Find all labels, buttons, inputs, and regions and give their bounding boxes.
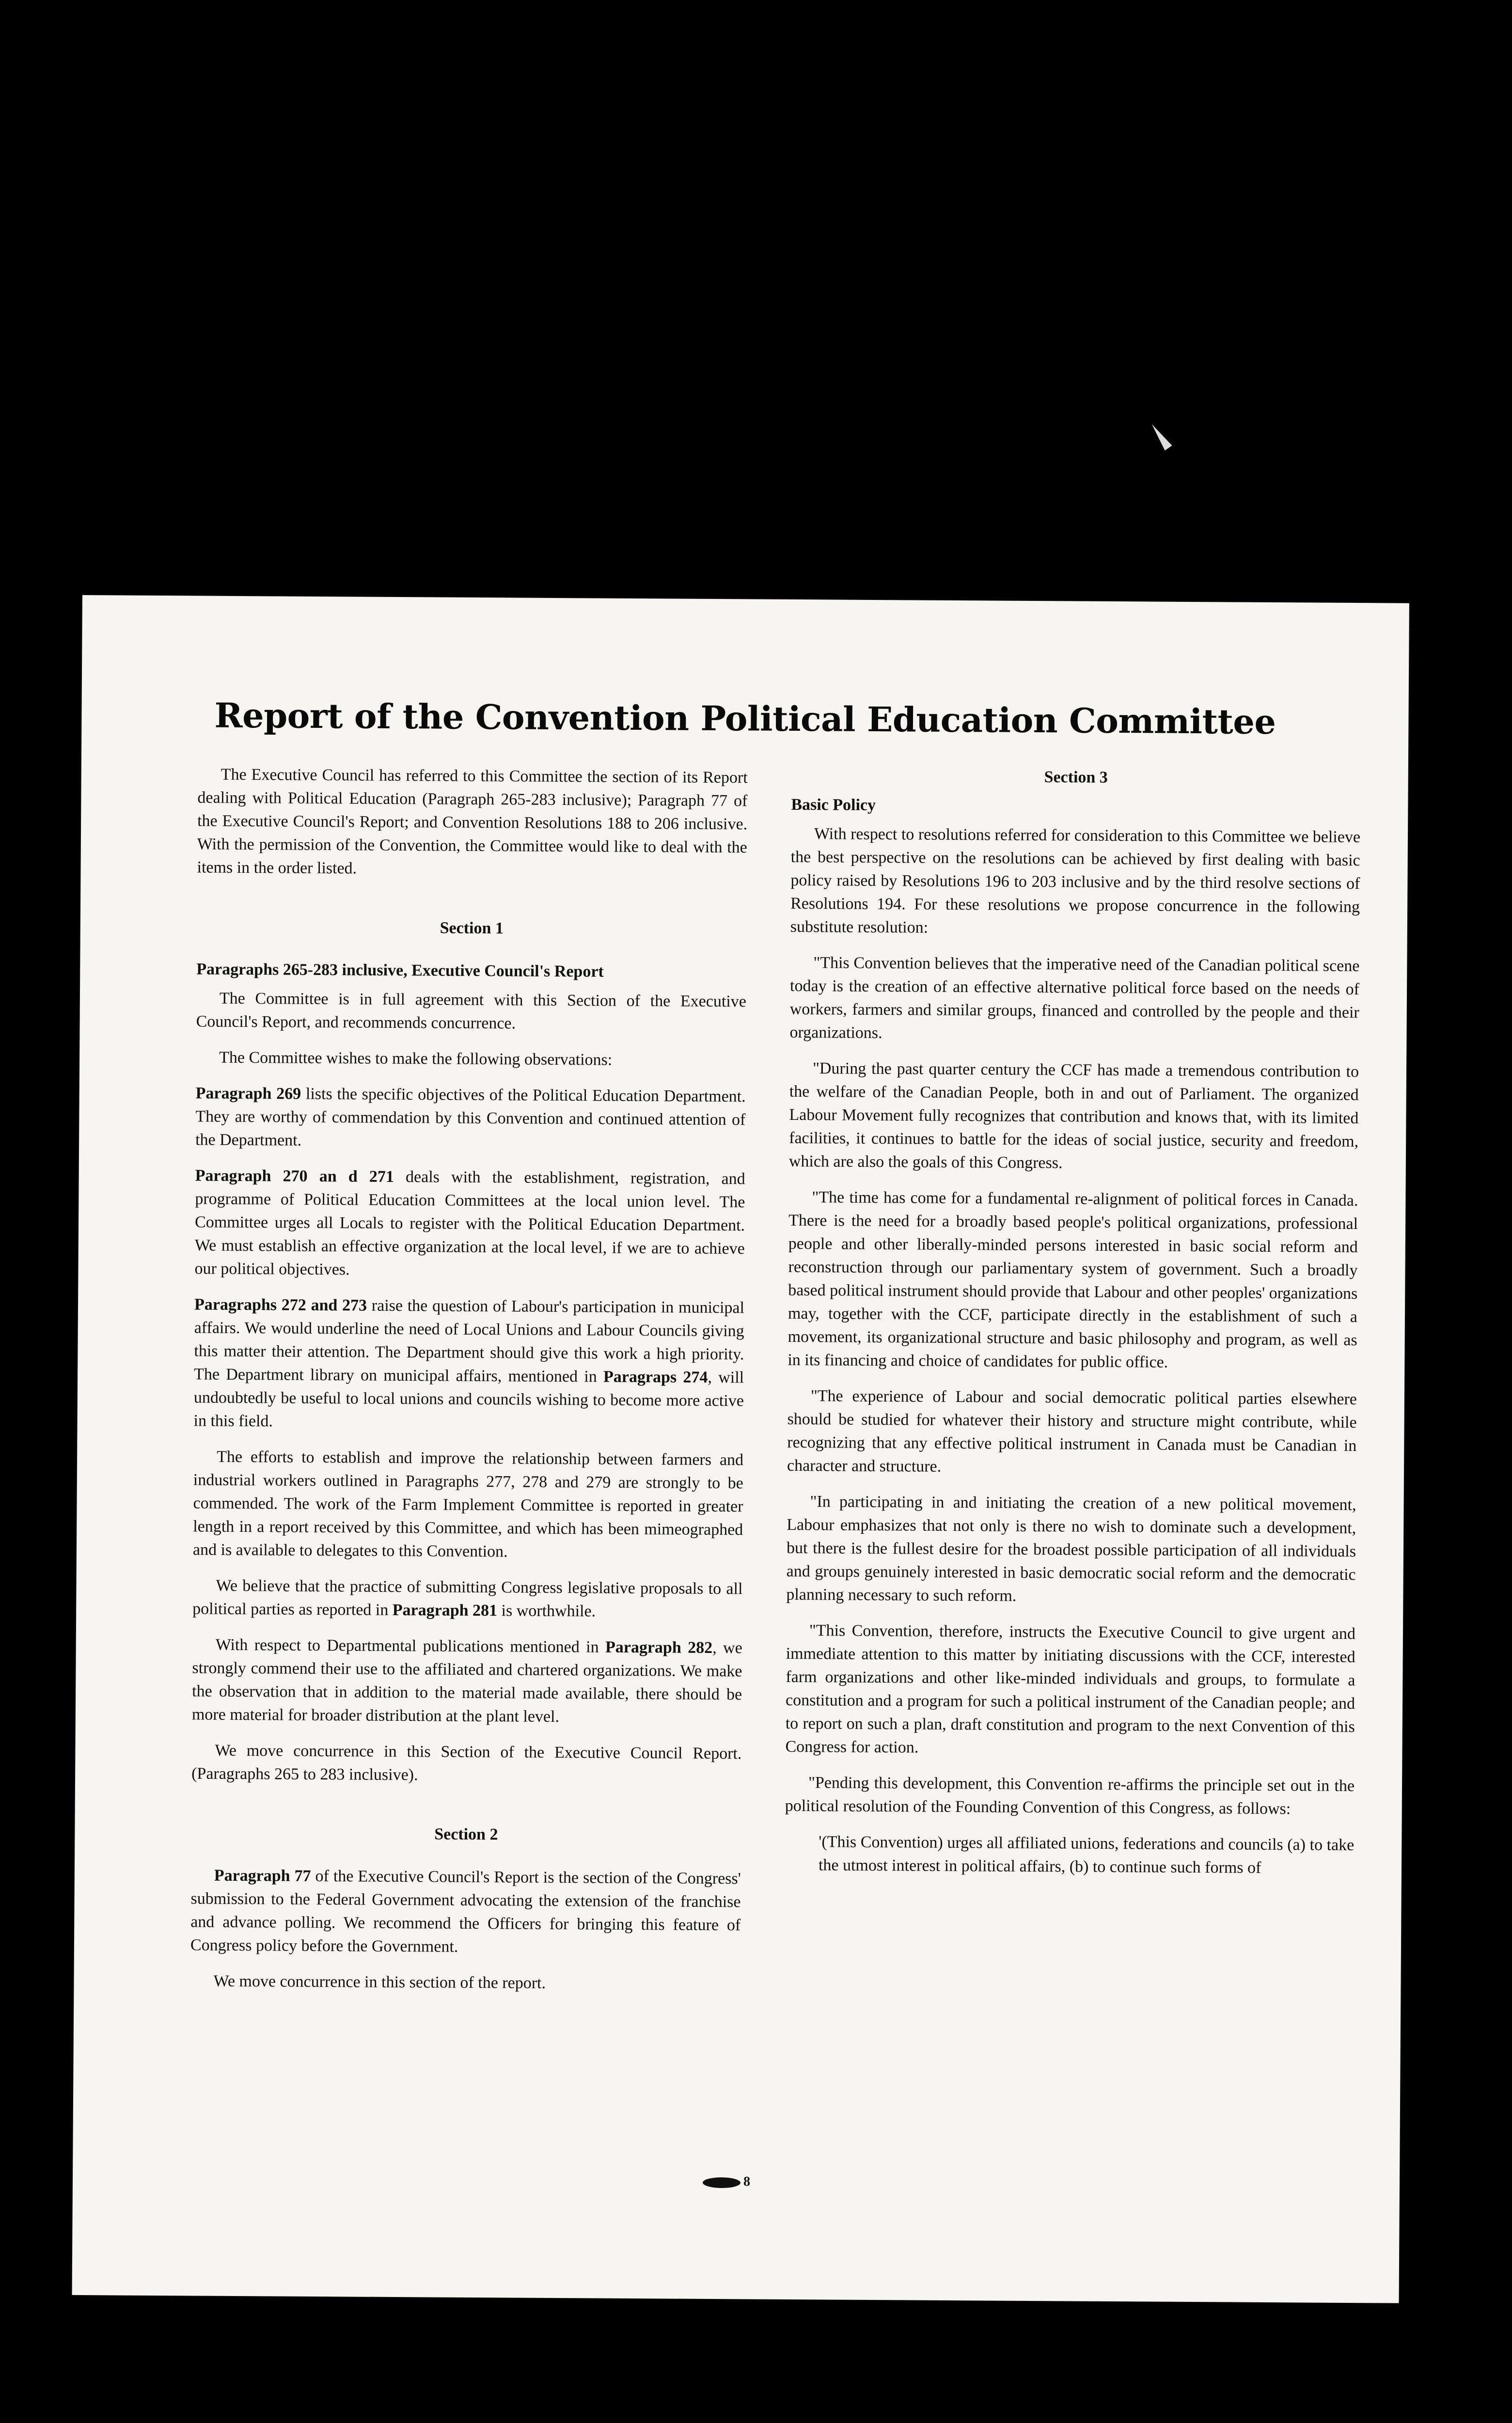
- basic-policy-subhead: Basic Policy: [791, 795, 876, 815]
- paragraph-ref: Paragraph 77: [214, 1866, 311, 1885]
- paragraph: [193, 1293, 744, 1436]
- page-number: [703, 2174, 750, 2190]
- paragraph-text: With respect to Departmental publications mentioned in: [215, 1636, 606, 1656]
- page-ornament-icon: [703, 2177, 740, 2187]
- paragraph: "In participating in and initiating the creation of a new political movement, Labour emphasizes that not only is there no wish to dominate such a development, but there is the fullest desire for the broadest possible participation of all individuals and groups genuinely interested in basic democratic social reform and the democratic planning necessary to such reform.: [786, 1493, 1356, 1605]
- document-title: Report of the Convention Political Education Committee: [214, 695, 1276, 742]
- paragraph: [192, 1633, 742, 1730]
- paragraph-ref: Paragraps 274: [603, 1368, 708, 1386]
- intro-paragraph: The Executive Council has referred to this Committee the section of its Report dealing with Political Education (Paragraph 265-283 inclusive); Paragraph 77 of the Executive Council's Report; and Convention Resolutions 188 to 206 inclusive. With the permission of the Convention, the Committee would like to deal with the items in the order listed.: [197, 765, 748, 878]
- section-3-heading: Section 3: [1044, 768, 1108, 787]
- paragraph: "This Convention, therefore, instructs the Executive Council to give urgent and immediate attention to this matter by initiating discussions with the CCF, interested farm organizations and other like-minded individuals and groups, to formulate a constitution and a program for such a political instrument of the Canadian people; and to report on such a plan, draft constitution and program to the next Convention of this Congress for action.: [785, 1621, 1356, 1757]
- paragraph: [192, 1574, 743, 1624]
- paragraph-ref: Paragraph 269: [195, 1084, 301, 1103]
- paragraph: [194, 1164, 745, 1284]
- paragraph-text: deals with the establishment, registration, and programme of Political Education Committees at the local union level. The Committee urges all Locals to register with the Political Education Department. We must establish an effective organization at the local level, if we are to achieve our political objectives.: [194, 1167, 745, 1279]
- paragraph-text: We believe that the practice of submitting Congress legislative proposals to all political parties as reported in: [192, 1576, 743, 1619]
- paragraph-text: , will undoubtedly be useful to local unions and councils wishing to become more active in this field.: [193, 1368, 744, 1431]
- paragraph: The Committee is in full agreement with this Section of the Executive Council's Report, and recommends concurrence.: [196, 989, 747, 1033]
- paragraph-ref: Paragraph 281: [392, 1601, 498, 1620]
- right-column: [785, 764, 1361, 1893]
- paragraph: The Committee wishes to make the following observations:: [219, 1048, 613, 1069]
- section-2-heading: Section 2: [434, 1825, 498, 1844]
- paragraph: [190, 1864, 741, 1960]
- paragraph: "The time has come for a fundamental re-alignment of political forces in Canada. There is the need for a broadly based people's political organizations, professional people and other liberally-minded persons interested in basic social reform and reconstruction through our parliamentary system of government. Such a broadly based political instrument should provide that Labour and other peoples' organizations may, together with the CCF, participate directly in the establishment of such a movement, its organizational structure and basic philosophy and program, as well as in its financing and choice of candidates for public office.: [788, 1188, 1358, 1371]
- paragraph: With respect to resolutions referred for consideration to this Committee we believe the best perspective on the resolutions can be achieved by first dealing with basic policy raised by Resolutions 196 to 203 inclusive and by the third resolve sections of Resolutions 194. For these resolutions we propose concurrence in the following substitute resolution:: [790, 825, 1361, 937]
- paragraph: "This Convention believes that the imperative need of the Canadian political scene today is the creation of an effective alternative political force based on the needs of workers, farmers and similar groups, financed and controlled by the people and their organizations.: [789, 954, 1360, 1042]
- paragraph-text: of the Executive Council's Report is the section of the Congress' submission to the Federal Government advocating the extension of the franchise and advance polling. We recommend the Officers for bringing this feature of Congress policy before the Government.: [190, 1867, 741, 1956]
- paragraph-ref: Paragraphs 272 and 273: [194, 1295, 367, 1315]
- paragraph: The efforts to establish and improve the relationship between farmers and industrial workers outlined in Paragraphs 277, 278 and 279 are strongly to be commended. The work of the Farm Implement Committee is reported in greater length in a report received by this Committee, and which has been mimeographed and is available to delegates to this Convention.: [192, 1448, 744, 1561]
- paragraph-ref: Paragraph 270 an d 271: [195, 1166, 394, 1186]
- paragraph: "Pending this development, this Convention re-affirms the principle set out in the political resolution of the Founding Convention of this Congress, as follows:: [785, 1774, 1355, 1818]
- section-1-heading: Section 1: [440, 919, 504, 938]
- paragraph-text: is worthwhile.: [497, 1602, 596, 1621]
- paragraph-text: lists the specific objectives of the Political Education Department. They are worthy of commendation by this Convention and continued attention of the Department.: [195, 1085, 746, 1149]
- paragraph: "The experience of Labour and social democratic political parties elsewhere should be studied for whatever their history and structure might contribute, while recognizing that any effective political instrument in Canada must be Canadian in character and structure.: [787, 1387, 1357, 1476]
- document-page: [72, 595, 1409, 2303]
- paragraph: We move concurrence in this Section of the Executive Council Report. (Paragraphs 265 to 283 inclusive).: [191, 1741, 742, 1784]
- film-scratch-mark: [1148, 422, 1172, 450]
- page-number-text: 8: [743, 2174, 751, 2189]
- left-column: [190, 763, 748, 2009]
- paragraph: "During the past quarter century the CCF has made a tremendous contribution to the welfare of the Canadian People, both in and out of Parliament. The organized Labour Movement fully recognizes that contribution and knows that, with its limited facilities, it continues to battle for the ideas of social justice, security and freedom, which are also the goals of this Congress.: [788, 1059, 1359, 1172]
- quoted-paragraph: '(This Convention) urges all affiliated unions, federations and councils (a) to take the utmost interest in political affairs, (b) to continue such forms of: [818, 1833, 1354, 1877]
- paragraph-text: , we strongly commend their use to the affiliated and chartered organizations. We make the observation that in addition to the material made available, there should be more material for broader distribution at the plant level.: [191, 1638, 742, 1726]
- paragraph-ref: Paragraph 282: [605, 1638, 713, 1657]
- section-1-subhead: Paragraphs 265-283 inclusive, Executive Council's Report: [196, 960, 604, 981]
- paragraph-text: raise the question of Labour's participation in municipal affairs. We would underline the need of Local Unions and Labour Councils giving this matter their attention. The Department should give this work a high priority. The Department library on municipal affairs, mentioned in: [194, 1296, 745, 1386]
- paragraph: We move concurrence in this section of the report.: [213, 1972, 546, 1992]
- paragraph: [195, 1082, 746, 1155]
